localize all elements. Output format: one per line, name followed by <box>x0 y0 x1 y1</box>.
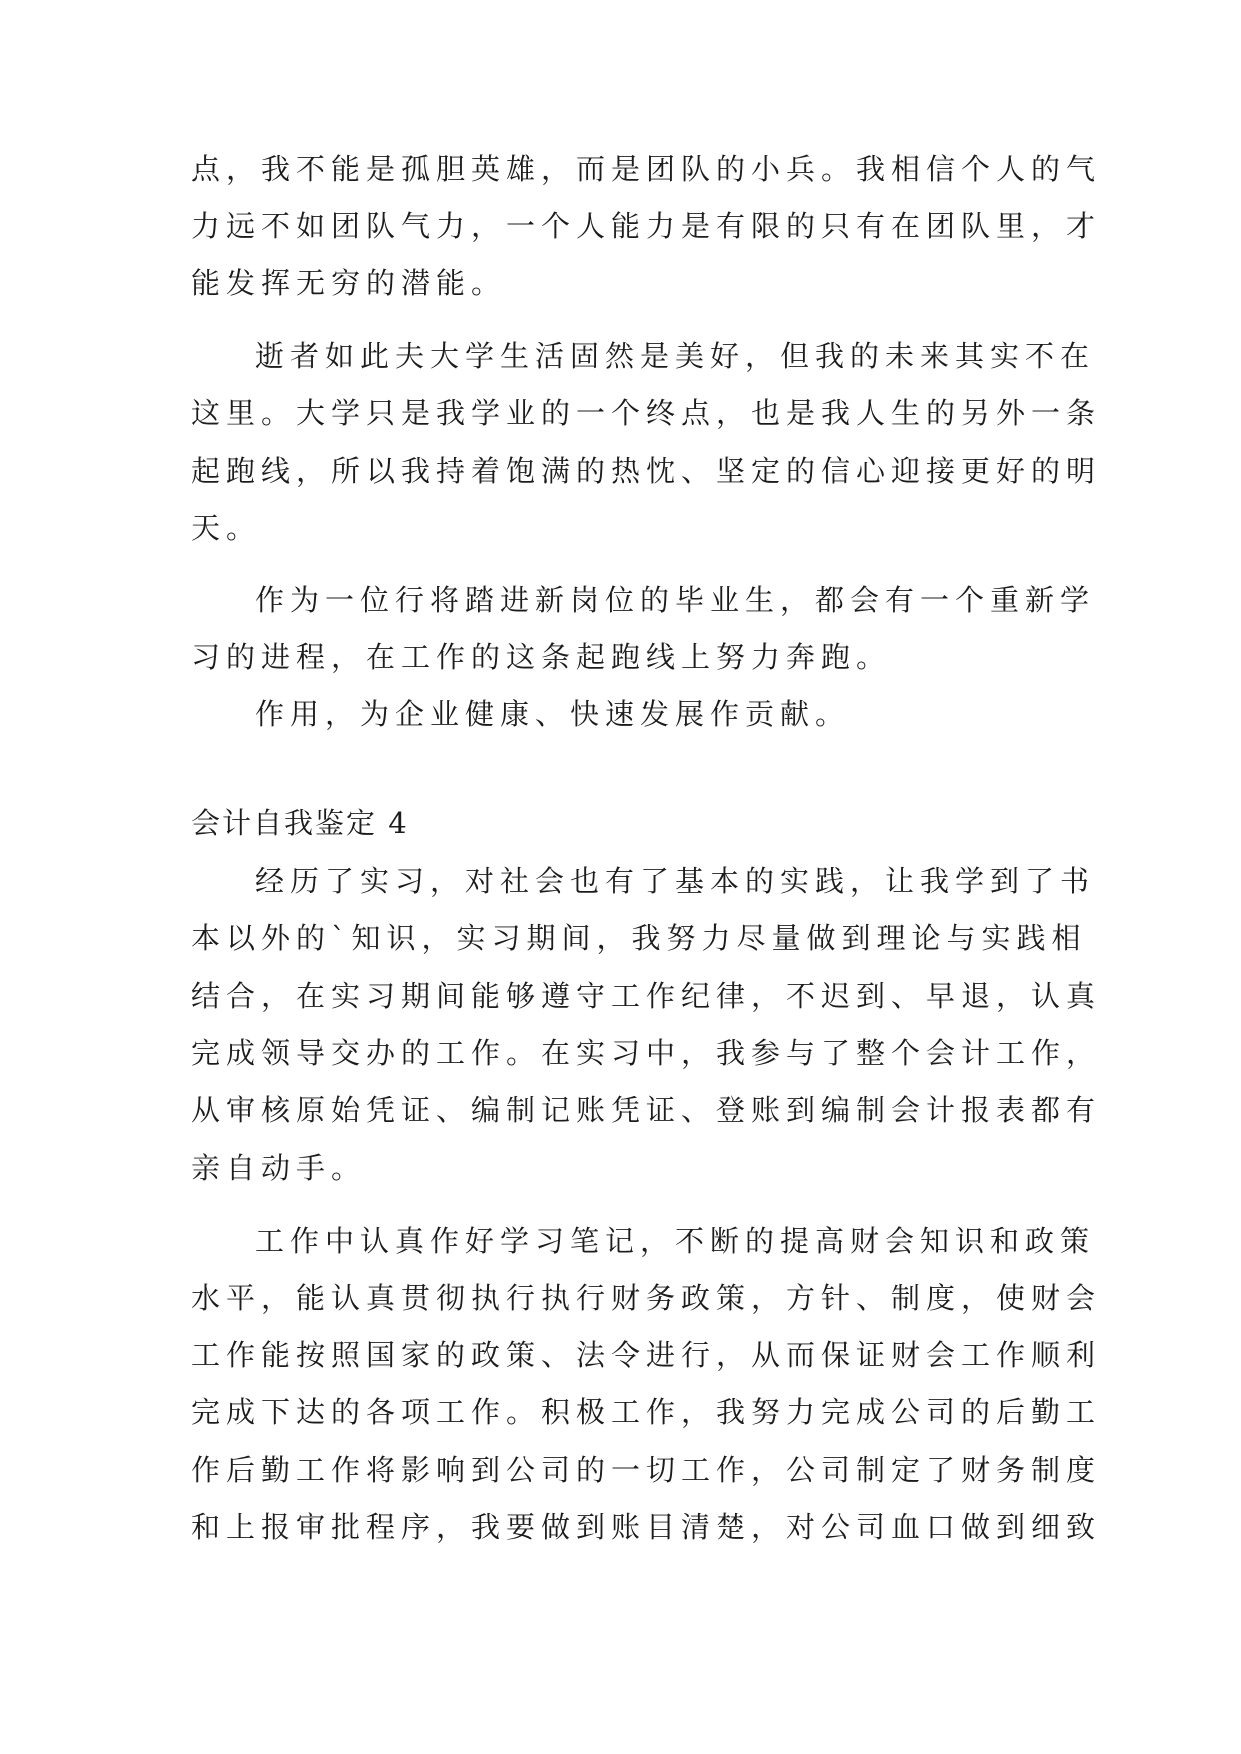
paragraph-6-line-1: 工作中认真作好学习笔记，不断的提高财会知识和政策 <box>255 1224 1096 1258</box>
paragraph-6-line-4: 完成下达的各项工作。积极工作，我努力完成公司的后勤工 <box>191 1395 1102 1429</box>
paragraph-3-line-2: 习的进程，在工作的这条起跑线上努力奔跑。 <box>191 640 892 674</box>
paragraph-5-line-3: 结合，在实习期间能够遵守工作纪律，不迟到、早退，认真 <box>191 979 1102 1013</box>
paragraph-4-line-1: 作用，为企业健康、快速发展作贡献。 <box>255 697 851 731</box>
paragraph-2-line-4: 天。 <box>191 511 262 545</box>
paragraph-5-line-6: 亲自动手。 <box>191 1151 367 1185</box>
paragraph-5-line-4: 完成领导交办的工作。在实习中，我参与了整个会计工作， <box>191 1036 1102 1070</box>
paragraph-2-line-3: 起跑线，所以我持着饱满的热忱、坚定的信心迎接更好的明 <box>191 454 1102 488</box>
paragraph-3-line-1: 作为一位行将踏进新岗位的毕业生，都会有一个重新学 <box>255 583 1096 617</box>
paragraph-5-line-1: 经历了实习，对社会也有了基本的实践，让我学到了书 <box>255 864 1096 898</box>
paragraph-6-line-3: 工作能按照国家的政策、法令进行，从而保证财会工作顺利 <box>191 1338 1102 1372</box>
paragraph-6-line-5: 作后勤工作将影响到公司的一切工作，公司制定了财务制度 <box>191 1453 1102 1487</box>
paragraph-1-line-2: 力远不如团队气力，一个人能力是有限的只有在团队里，才 <box>191 209 1102 243</box>
paragraph-5-line-2: 本以外的`知识，实习期间，我努力尽量做到理论与实践相 <box>191 921 1087 955</box>
paragraph-6-line-6: 和上报审批程序，我要做到账目清楚，对公司血口做到细致 <box>191 1510 1102 1544</box>
section-heading: 会计自我鉴定 4 <box>191 806 409 840</box>
paragraph-2-line-1: 逝者如此夫大学生活固然是美好，但我的未来其实不在 <box>255 339 1096 373</box>
paragraph-6-line-2: 水平，能认真贯彻执行执行财务政策，方针、制度，使财会 <box>191 1281 1102 1315</box>
paragraph-1-line-1: 点，我不能是孤胆英雄，而是团队的小兵。我相信个人的气 <box>191 152 1102 186</box>
paragraph-1-line-3: 能发挥无穷的潜能。 <box>191 266 507 300</box>
paragraph-2-line-2: 这里。大学只是我学业的一个终点，也是我人生的另外一条 <box>191 396 1102 430</box>
paragraph-5-line-5: 从审核原始凭证、编制记账凭证、登账到编制会计报表都有 <box>191 1093 1102 1127</box>
